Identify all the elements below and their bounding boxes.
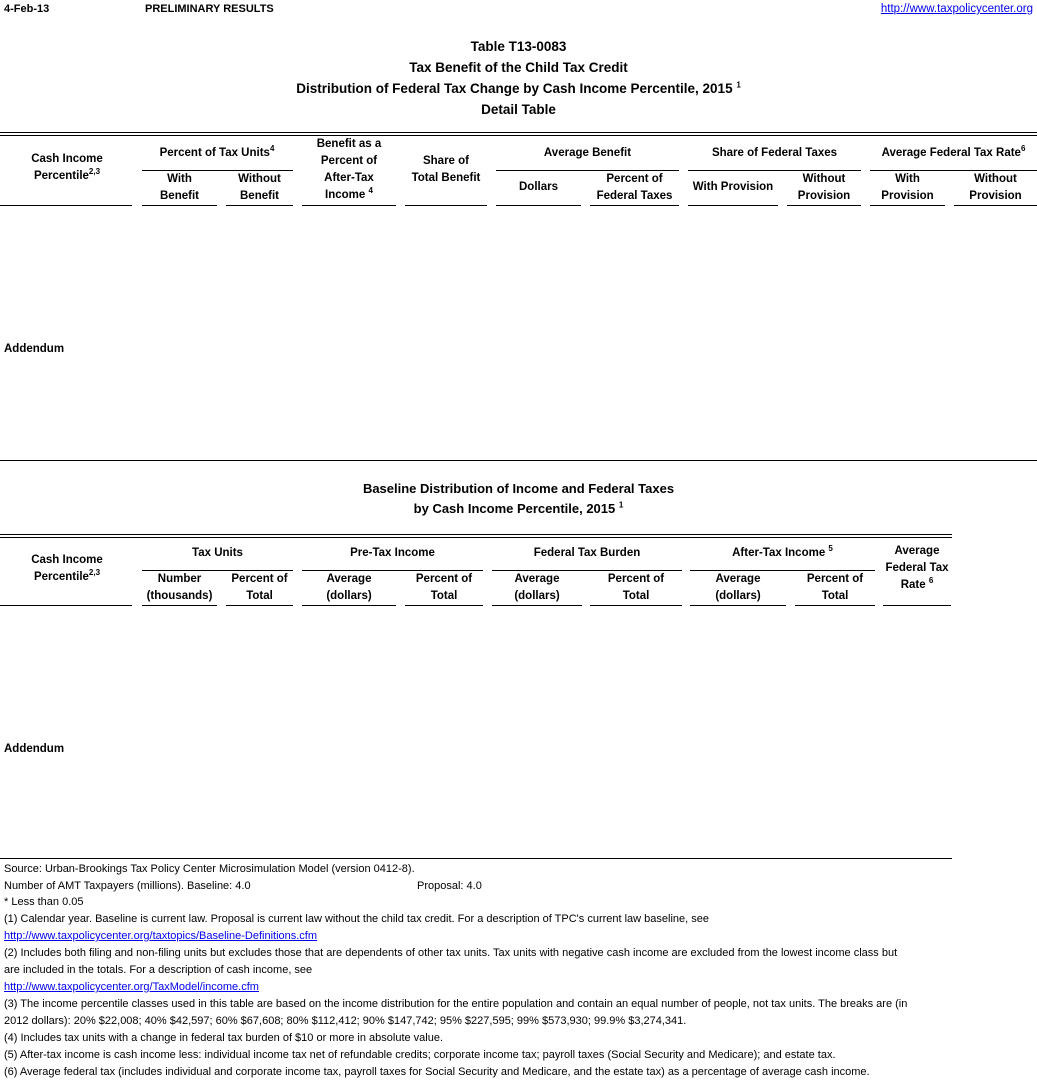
col-group-tax-units: Tax Units (192, 547, 243, 559)
col-group-avg-benefit: Average Benefit (543, 147, 632, 159)
col-header-aftertax-avg: Average (dollars) (715, 573, 761, 602)
col-header-percentile: Cash Income Percentile$^{2,3}$ (31, 554, 103, 583)
col-header-pretax-pct: Percent of Total (415, 573, 473, 602)
col-header-with-benefit: With Benefit (160, 173, 199, 202)
col-header-pct-fed: Percent of Federal Taxes (596, 173, 673, 202)
col-header-pct-total: Percent of Total (231, 573, 288, 602)
col-header-aftertax-pct: Percent of Total (806, 573, 864, 602)
double-rule (0, 534, 952, 538)
header-text: Percentile$^{2,3}$ (33, 167, 101, 182)
income-model-link[interactable]: http://www.taxpolicycenter.org/TaxModel/income.cfm (4, 981, 259, 993)
baseline-definitions-link[interactable]: http://www.taxpolicycenter.org/taxtopics/Baseline-Definitions.cfm (4, 930, 318, 942)
col-header-dollars: Dollars (519, 181, 558, 193)
source-note: Source: Urban-Brookings Tax Policy Center Microsimulation Model (version 0412-8). (4, 863, 415, 875)
subtitle-text: Distribution of Federal Tax Change by Cash Income Percentile, 2015 (296, 81, 733, 96)
col-header-without-benefit: Without Benefit (238, 173, 281, 202)
col-header-without-provision: Without Provision (797, 173, 851, 202)
col-header-burden-pct: Percent of Total (607, 573, 665, 602)
date-label: 4-Feb-13 (4, 3, 50, 15)
footnote-4: (4) Includes tax units with a change in federal tax burden of $10 or more in absolute value. (4, 1032, 444, 1044)
col-header-share-benefit: Share of Total Benefit (411, 155, 481, 184)
amt-proposal: Proposal: 4.0 (417, 880, 482, 892)
header-text: Cash Income (31, 153, 103, 165)
footnote-2b: are included in the totals. For a description of cash income, see (4, 964, 313, 976)
amt-note: Number of AMT Taxpayers (millions). Baseline: 4.0 (4, 880, 251, 892)
status-label: PRELIMINARY RESULTS (145, 3, 274, 15)
col-group-avg-rate: Average Federal Tax Rate$^6$ (881, 144, 1026, 159)
less-than-note: * Less than 0.05 (4, 896, 84, 908)
footnote-2a: (2) Includes both filing and non-filing units but excludes those that are dependents of other tax units. Tax units with negative cash income are excluded from the lowest income class but (4, 947, 898, 959)
col-header-avg-rate: Average Federal Tax Rate $^6$ (885, 545, 949, 591)
col-header-pretax-avg: Average (dollars) (326, 573, 372, 602)
col-group-pct-units: Percent of Tax Units$^4$ (159, 144, 275, 159)
detail-table-label: Detail Table (481, 102, 556, 117)
col-header-burden-avg: Average (dollars) (514, 573, 560, 602)
table-title: Tax Benefit of the Child Tax Credit (409, 60, 628, 75)
footnote-1: (1) Calendar year. Baseline is current law. Proposal is current law without the child tax credit. For a description of TPC's current law baseline, see (4, 913, 709, 925)
double-rule (0, 132, 1037, 136)
baseline-title: Baseline Distribution of Income and Federal Taxes by Cash Income Percentile, 2015 $^1$ (362, 481, 675, 516)
col-group-fed-burden: Federal Tax Burden (533, 547, 641, 559)
col-group-pretax: Pre-Tax Income (350, 547, 435, 559)
footnote-ref: 1 (736, 80, 741, 90)
col-header-benefit-pct: Benefit as a Percent of After-Tax Income $^4$ (316, 138, 382, 201)
col-header-percentile (12, 151, 122, 185)
footnote-5: (5) After-tax income is cash income less: individual income tax net of refundable credits; corporate income tax; payroll taxes (Social Security and Medicare); and estate tax. (4, 1049, 836, 1061)
footnote-3a: (3) The income percentile classes used in this table are based on the income distribution for the entire population and contain an equal number of people, not tax units. The breaks are (in (4, 998, 908, 1010)
col-header-rate-without: Without Provision (969, 173, 1022, 202)
footnote-3b: 2012 dollars): 20% $22,008; 40% $42,597; 60% $67,608; 80% $112,412; 90% $147,742; 95% $227,595; 99% $573,930; 99.9% $3,274,341. (4, 1015, 687, 1027)
footnote-6: (6) Average federal tax (includes individual and corporate income tax, payroll taxes for Social Security and Medicare, and the estate tax) as a percentage of average cash income. (4, 1066, 870, 1078)
col-group-aftertax: After-Tax Income $^5$ (732, 544, 833, 559)
table-subtitle (0, 78, 1037, 99)
col-header-number: Number (thousands) (146, 573, 213, 602)
col-header-with-provision: With Provision (692, 181, 774, 193)
tpc-url-link[interactable]: http://www.taxpolicycenter.org (880, 3, 1033, 15)
col-group-share-fed: Share of Federal Taxes (711, 147, 838, 159)
table-id: Table T13-0083 (470, 39, 567, 54)
col-header-rate-with: With Provision (881, 173, 934, 202)
